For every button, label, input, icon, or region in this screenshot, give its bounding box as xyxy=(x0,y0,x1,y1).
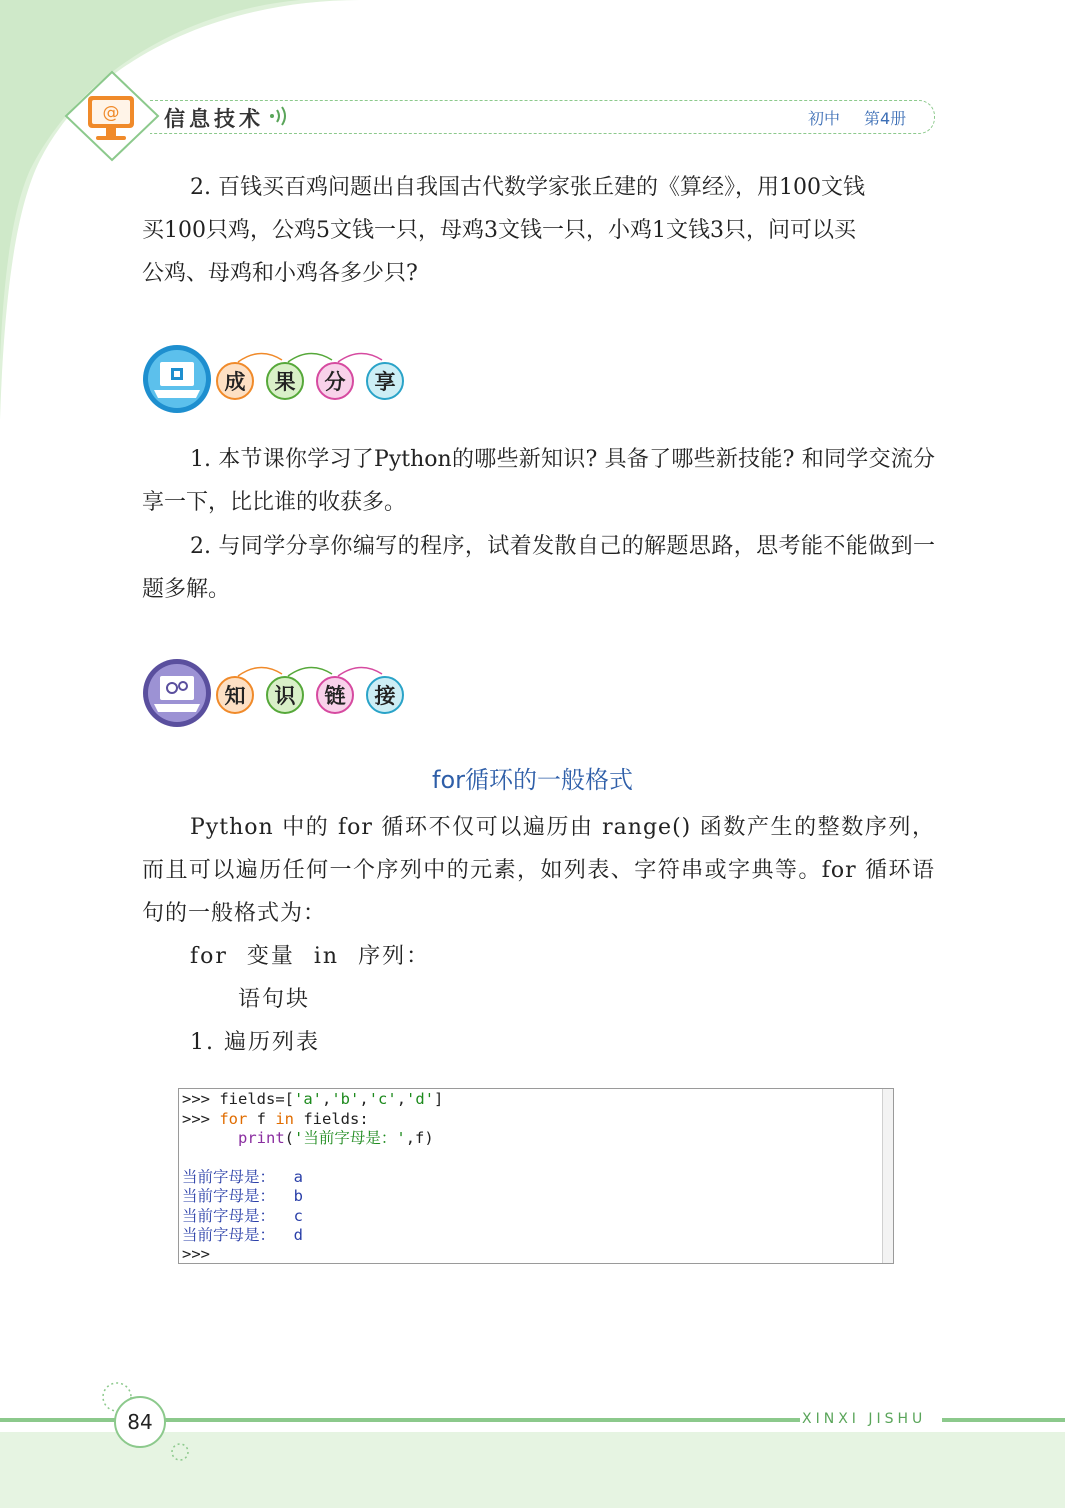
for-loop-intro: Python 中的 for 循环不仅可以遍历由 range() 函数产生的整数序列，而且可以遍历任何一个序列中的元素，如列表、字符串或字典等。for 循环语句的一般格式为： xyxy=(142,815,935,926)
signal-icon xyxy=(268,104,292,128)
code-line-2: >>> for f in fields: xyxy=(182,1110,369,1128)
section-share-heading xyxy=(142,344,432,418)
arrow-arcs-icon xyxy=(234,346,394,366)
problem-line-2: 买100只鸡，公鸡5文钱一只，母鸡3文钱一只，小鸡1文钱3只，问可以买 xyxy=(142,218,856,243)
laptop-chip-icon xyxy=(142,344,212,414)
arrow-arcs-icon xyxy=(234,660,394,680)
output-line-3: 当前字母是： c xyxy=(182,1207,303,1225)
footer-band xyxy=(0,1432,1065,1508)
share-char-3: 分 xyxy=(316,362,354,400)
scrollbar[interactable] xyxy=(882,1089,893,1263)
code-line-3: print('当前字母是：',f) xyxy=(238,1129,434,1147)
book-label: 第4册 xyxy=(864,109,907,128)
syntax-line-1: for 变量 in 序列： xyxy=(190,944,431,969)
dotted-circle-decoration xyxy=(168,1440,192,1464)
prompt-line[interactable]: >>> xyxy=(182,1245,210,1263)
grade-label: 初中 xyxy=(808,109,841,128)
share-char-2: 果 xyxy=(266,362,304,400)
link-char-4: 接 xyxy=(366,676,404,714)
link-char-3: 链 xyxy=(316,676,354,714)
laptop-gears-icon xyxy=(142,658,212,728)
share-item-1: 1. 本节课你学习了Python的哪些新知识? 具备了哪些新技能? 和同学交流分享一下，比比谁的收获多。 xyxy=(142,447,935,515)
series-label: XINXI JISHU xyxy=(802,1411,927,1427)
link-char-2: 识 xyxy=(266,676,304,714)
footer-divider xyxy=(942,1418,1065,1422)
output-line-4: 当前字母是： d xyxy=(182,1226,303,1244)
computer-icon xyxy=(64,70,160,162)
subject-title: 信息技术 xyxy=(164,107,264,131)
code-line-1: >>> fields=['a','b','c','d'] xyxy=(182,1090,444,1108)
for-loop-title: for循环的一般格式 xyxy=(432,766,633,794)
python-shell-window xyxy=(178,1088,894,1264)
output-line-2: 当前字母是： b xyxy=(182,1187,303,1205)
problem-line-1: 2. 百钱买百鸡问题出自我国古代数学家张丘建的《算经》，用100文钱 xyxy=(190,175,865,200)
output-line-1: 当前字母是： a xyxy=(182,1168,303,1186)
share-char-4: 享 xyxy=(366,362,404,400)
page-number: 84 xyxy=(114,1396,166,1448)
problem-line-3: 公鸡、母鸡和小鸡各多少只? xyxy=(142,261,418,286)
syntax-line-2: 语句块 xyxy=(238,987,311,1012)
sub-heading: 1. 遍历列表 xyxy=(190,1030,320,1055)
share-char-1: 成 xyxy=(216,362,254,400)
section-link-heading xyxy=(142,658,432,732)
share-item-2: 2. 与同学分享你编写的程序，试着发散自己的解题思路，思考能不能做到一题多解。 xyxy=(142,534,935,602)
at-icon: @ xyxy=(102,103,120,123)
link-char-1: 知 xyxy=(216,676,254,714)
